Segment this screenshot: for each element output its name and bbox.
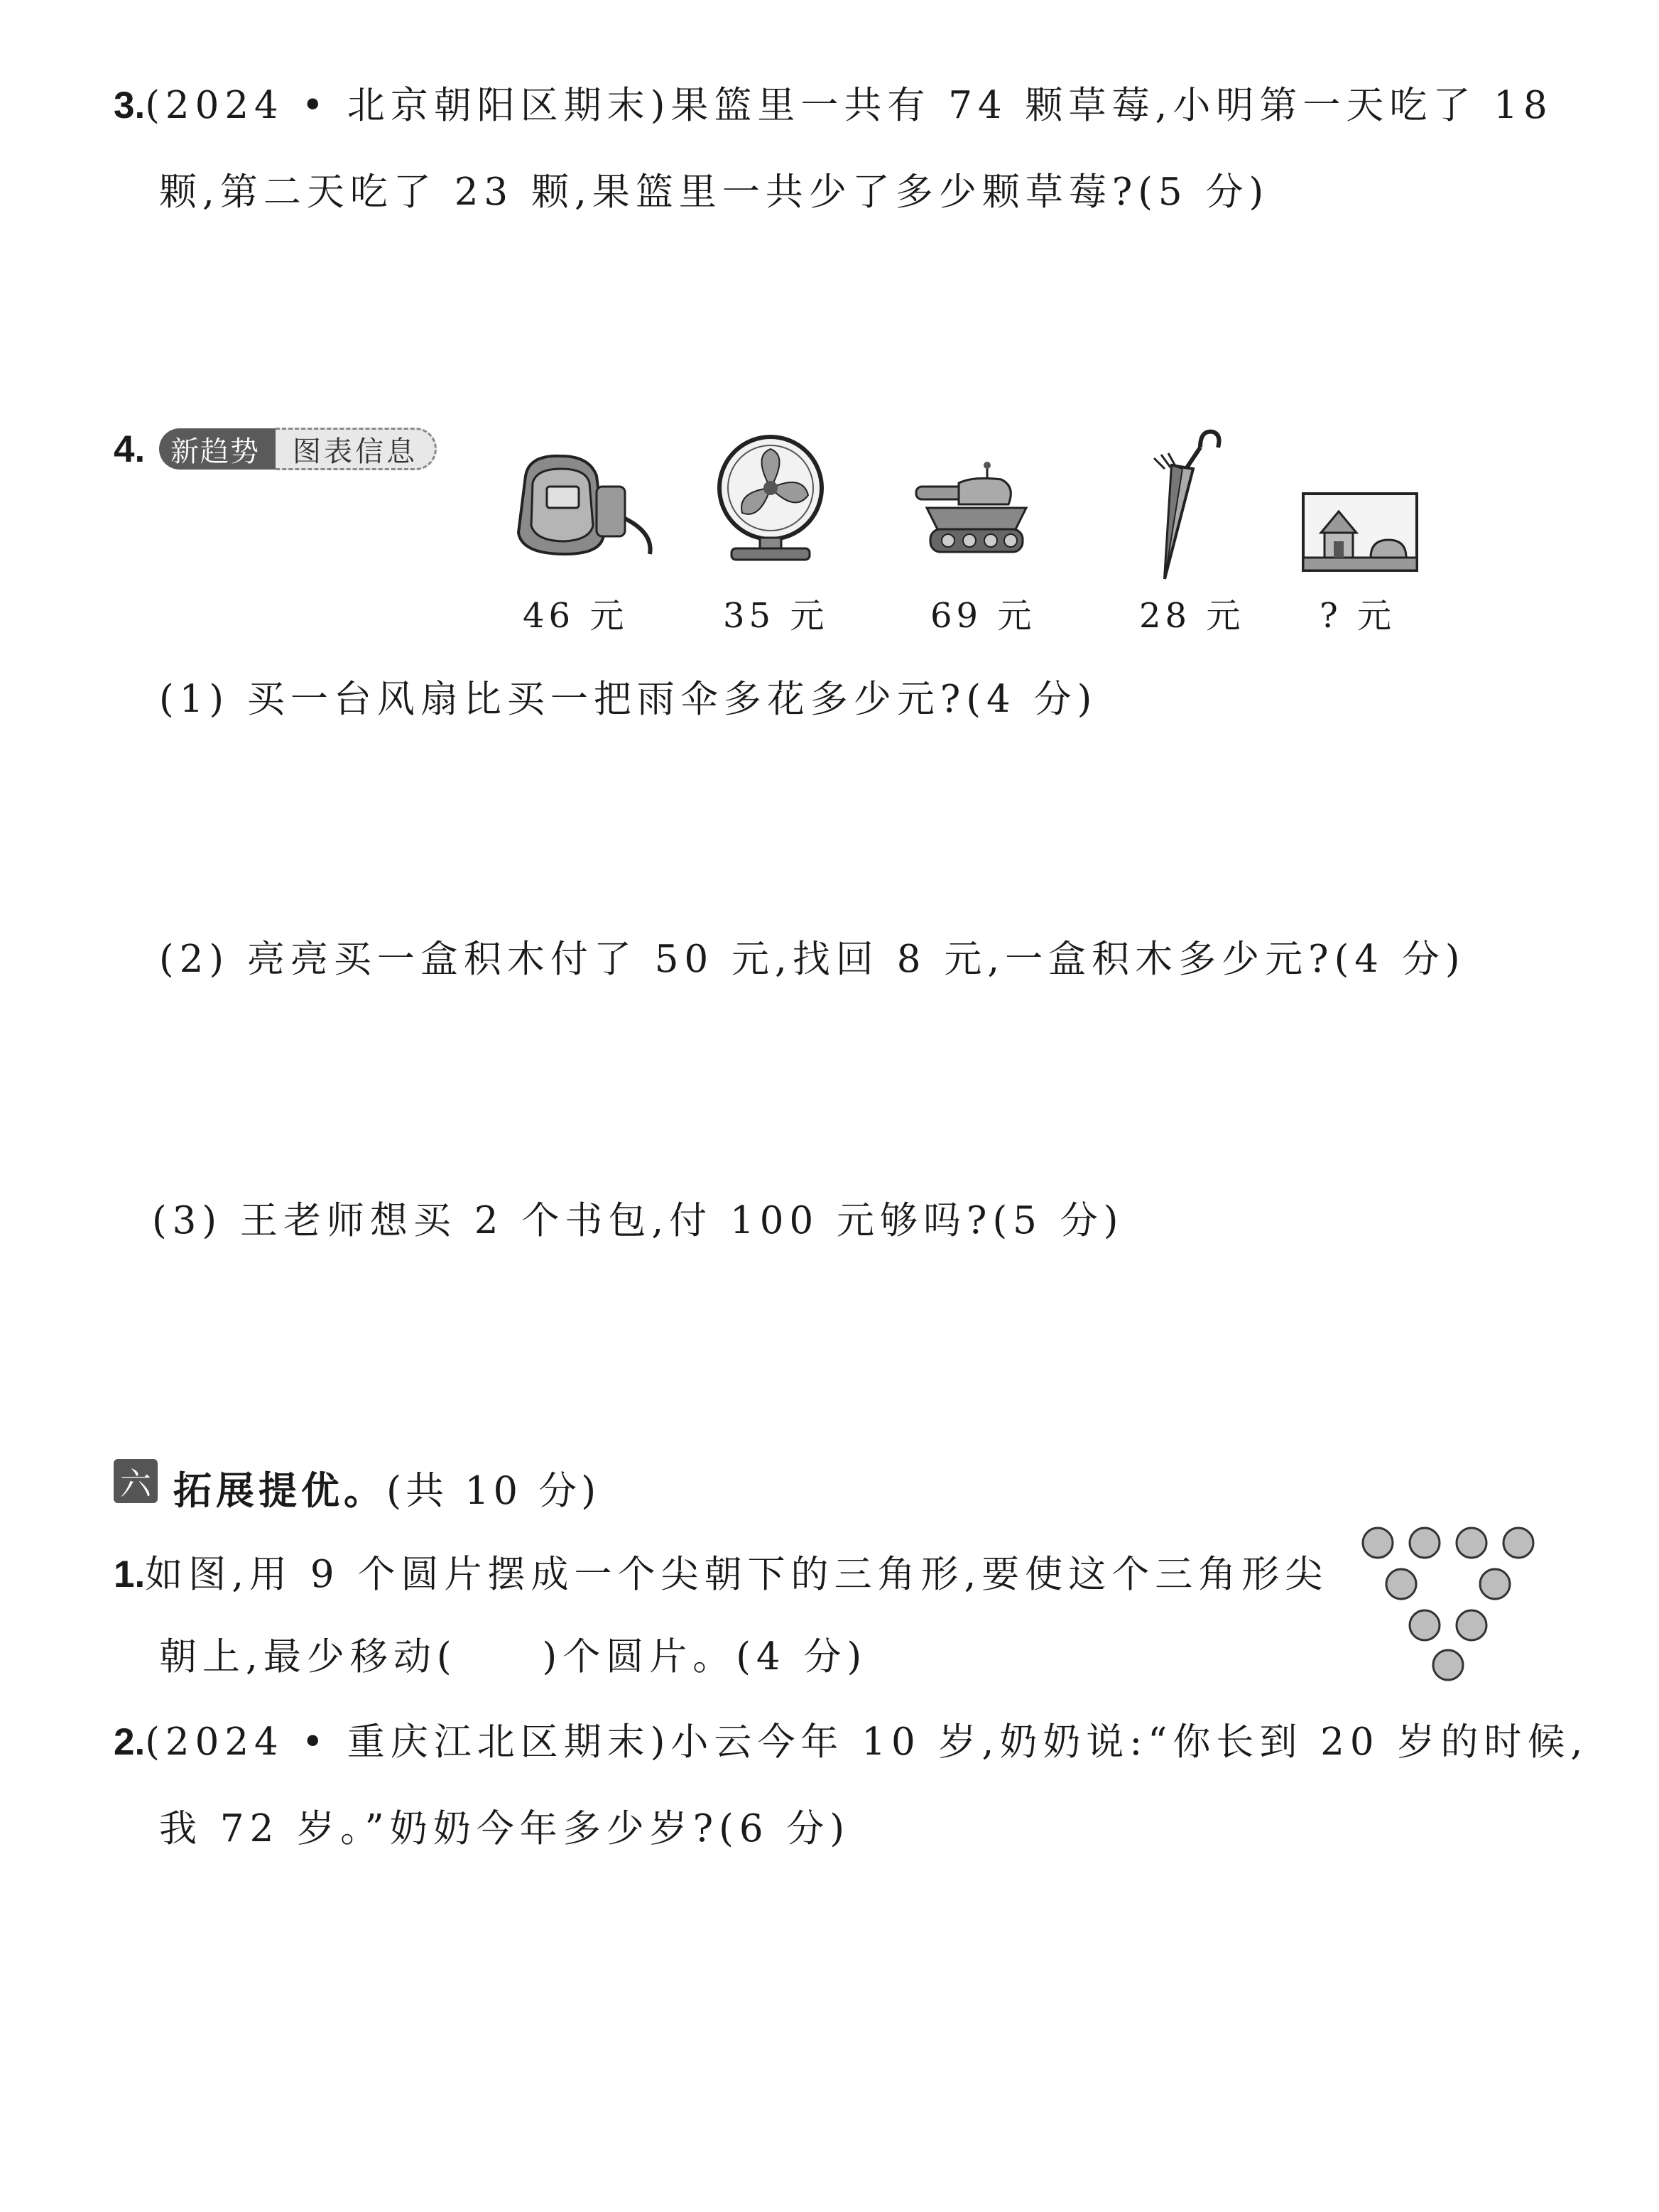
disc xyxy=(1480,1569,1510,1599)
disc xyxy=(1433,1650,1463,1680)
price-umbrella: 28 元 xyxy=(1139,596,1245,636)
building-blocks-box-icon xyxy=(1300,490,1420,575)
disc xyxy=(1457,1610,1486,1640)
fan-icon xyxy=(710,435,831,563)
q4-number: 4. xyxy=(114,428,146,470)
price-tank: 69 元 xyxy=(930,596,1036,636)
umbrella-icon xyxy=(1122,426,1222,590)
s6q1-number: 1. xyxy=(114,1554,146,1595)
q4-sub2: (2) 亮亮买一盒积木付了 50 元,找回 8 元,一盒积木多少元?(4 分) xyxy=(159,938,1466,981)
section-title: 拓展提优。(共 10 分) xyxy=(173,1468,601,1513)
s6q2-line1: 2.(2024 • 重庆江北区期末)小云今年 10 岁,奶奶说:“你长到 20 岁的时候, xyxy=(114,1720,1589,1764)
price-building-blocks: ? 元 xyxy=(1320,596,1396,636)
badge-chart-info: 图表信息 xyxy=(276,428,437,470)
section-number-badge: 六 xyxy=(114,1459,158,1503)
price-backpack: 46 元 xyxy=(523,596,629,636)
s6q2-line2: 我 72 岁。”奶奶今年多少岁?(6 分) xyxy=(159,1807,851,1850)
disc xyxy=(1457,1528,1486,1558)
disc xyxy=(1410,1610,1440,1640)
circle-triangle-figure xyxy=(1349,1520,1548,1684)
disc xyxy=(1410,1528,1440,1558)
price-fan: 35 元 xyxy=(723,596,829,636)
disc xyxy=(1363,1528,1393,1558)
s6q1-line2: 朝上,最少移动( )个圆片。(4 分) xyxy=(159,1635,868,1679)
q3-number: 3. xyxy=(114,85,146,126)
backpack-icon xyxy=(497,448,660,561)
new-trend-badge xyxy=(159,426,457,472)
q4-sub1: (1) 买一台风扇比买一把雨伞多花多少元?(4 分) xyxy=(159,678,1098,721)
q4-sub3: (3) 王老师想买 2 个书包,付 100 元够吗?(5 分) xyxy=(152,1199,1124,1242)
q3-line2: 颗,第二天吃了 23 颗,果篮里一共少了多少颗草莓?(5 分) xyxy=(159,170,1270,214)
badge-new-trend: 新趋势 xyxy=(159,428,276,470)
s6q2-number: 2. xyxy=(114,1721,146,1763)
tank-toy-icon xyxy=(909,458,1037,558)
s6q1-line1: 1.如图,用 9 个圆片摆成一个尖朝下的三角形,要使这个三角形尖 xyxy=(114,1553,1329,1596)
disc xyxy=(1503,1528,1533,1558)
disc xyxy=(1386,1569,1416,1599)
q3-line1: 3.(2024 • 北京朝阳区期末)果篮里一共有 74 颗草莓,小明第一天吃了 18 xyxy=(114,84,1553,127)
